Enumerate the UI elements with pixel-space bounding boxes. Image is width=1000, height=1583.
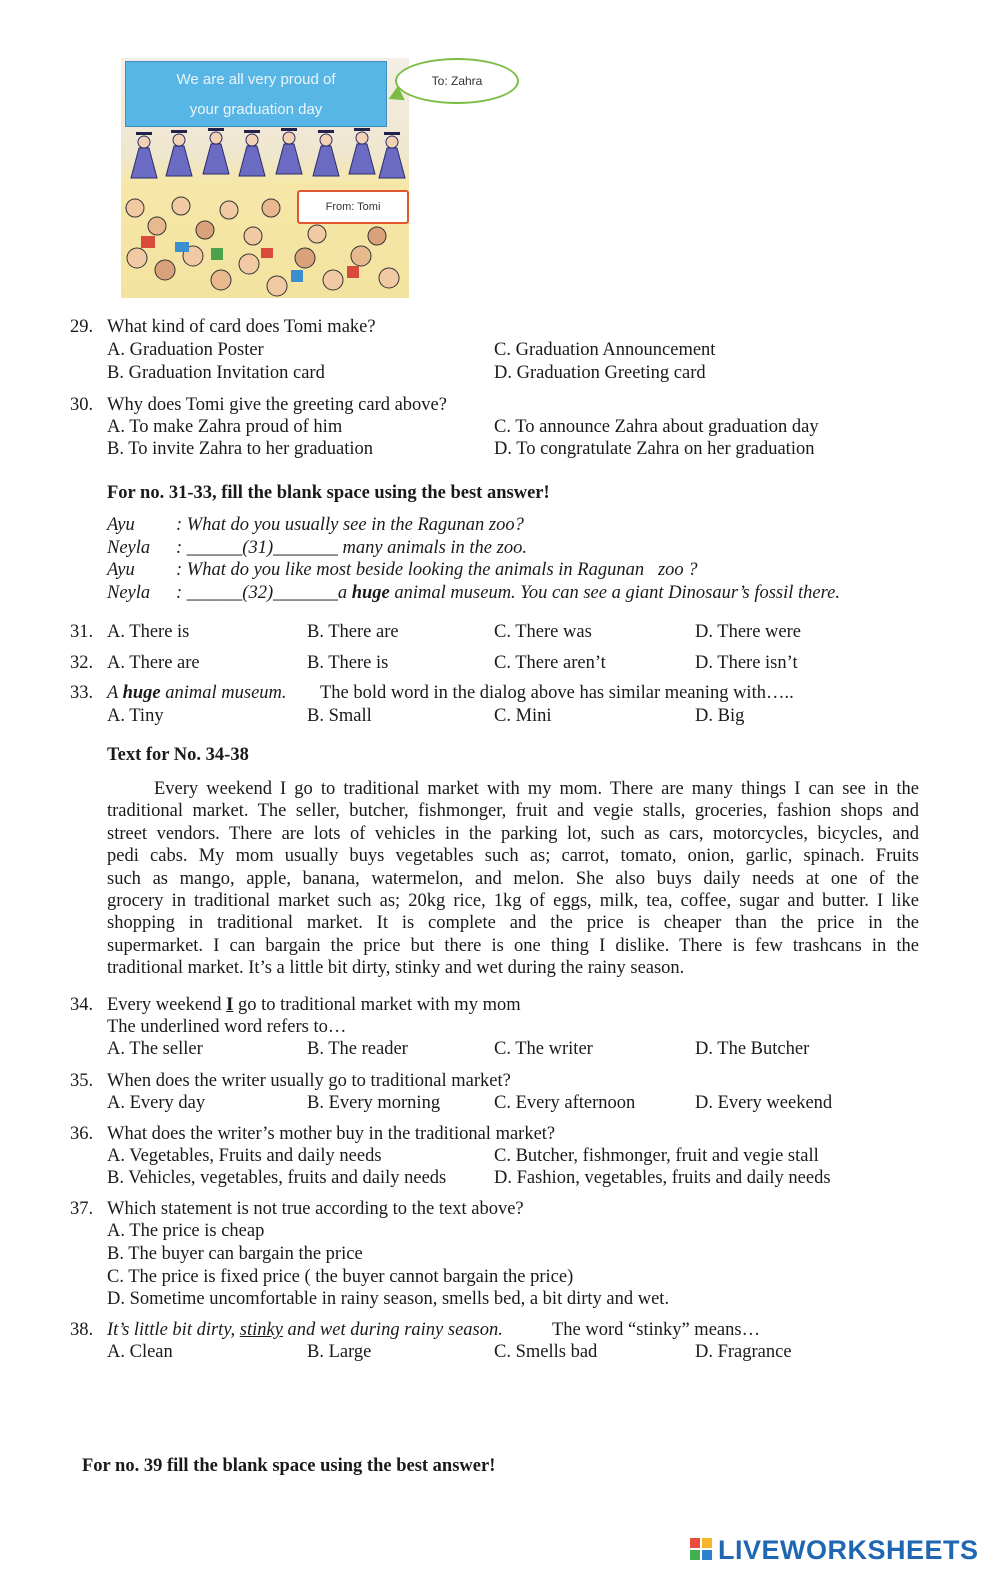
option-b: B. Vehicles, vegetables, fruits and daily needs (107, 1168, 447, 1188)
dialog-line: : What do you like most beside looking the animals in Ragunan zoo ? (176, 560, 698, 580)
underlined-word: I (226, 995, 234, 1015)
option-c: C. Mini (494, 706, 552, 726)
question-text (107, 994, 521, 1016)
graduation-card-illustration (121, 58, 409, 298)
question-text-part: Every weekend (107, 995, 227, 1015)
to-speech-bubble: To: Zahra (395, 58, 519, 104)
quote-part: animal museum. (160, 683, 287, 703)
option-a: A. Graduation Poster (107, 340, 264, 360)
option-b: B. The buyer can bargain the price (107, 1244, 363, 1264)
text-heading: Text for No. 34-38 (107, 745, 249, 765)
from-label: From: Tomi (297, 190, 409, 224)
logo-text: LIVEWORKSHEETS (718, 1534, 979, 1565)
option-c: C. There was (494, 622, 592, 642)
option-a: A. The seller (107, 1039, 203, 1059)
option-a: A. There are (107, 653, 200, 673)
dialog-speaker: Neyla (107, 583, 151, 603)
option-c: C. The writer (494, 1039, 593, 1059)
dialog-line-rest: many animals in the zoo. (342, 538, 527, 558)
banner-line-2: your graduation day (189, 101, 323, 118)
option-b: B. There are (307, 622, 399, 642)
option-a: A. Every day (107, 1093, 206, 1113)
question-number: 32. (70, 653, 94, 673)
passage-line: traditional market. It’s a little bit dirty, stinky and wet during the rainy season. (107, 958, 685, 979)
option-a: A. Tiny (107, 706, 164, 726)
option-d: D. Every weekend (695, 1093, 833, 1113)
question-number: 37. (70, 1199, 94, 1219)
question-text-part: go to traditional market with my mom (233, 995, 521, 1015)
question-number: 35. (70, 1071, 94, 1091)
option-a: A. Vegetables, Fruits and daily needs (107, 1146, 382, 1166)
option-c: C. Smells bad (494, 1342, 598, 1362)
question-number: 29. (70, 317, 94, 337)
question-text: The word “stinky” means… (552, 1320, 761, 1340)
passage-line: such as mango, apple, banana, watermelon, and melon. She also buys daily needs at one of the (107, 868, 919, 889)
option-b: B. To invite Zahra to her graduation (107, 439, 374, 459)
dialog-line (176, 537, 527, 559)
option-d: D. Fragrance (695, 1342, 792, 1362)
passage-line: shopping in traditional market. It is complete and the price is cheaper than the price in the (107, 913, 919, 934)
option-b: B. The reader (307, 1039, 408, 1059)
passage-line: street vendors. There are lots of vehicles in the parking lot, such as cars, motorcycles, bicycles, and (107, 823, 919, 844)
option-a: A. There is (107, 622, 190, 642)
question-number: 34. (70, 995, 94, 1015)
option-d: D. Sometime uncomfortable in rainy season, smells bed, a bit dirty and wet. (107, 1289, 670, 1309)
option-c: C. To announce Zahra about graduation day (494, 417, 819, 437)
option-b: B. Small (307, 706, 372, 726)
instruction-31-33: For no. 31-33, fill the blank space using the best answer! (107, 483, 550, 503)
passage-line: Every weekend I go to traditional market with my mom. There are many things I can see in the (154, 779, 919, 799)
reading-passage (107, 778, 919, 980)
passage-line: traditional market. The seller, butcher, fishmonger, fruit and vegie stalls, groceries, fashion shops and (107, 801, 919, 822)
graduates-crowd-drawing (121, 58, 409, 298)
dialog-speaker: Ayu (107, 560, 135, 580)
question-number: 31. (70, 622, 94, 642)
option-c: C. Butcher, fishmonger, fruit and vegie stall (494, 1146, 819, 1166)
option-d: D. Graduation Greeting card (494, 363, 706, 383)
dialog-line-rest: animal museum. You can see a giant Dinosaur’s fossil there. (389, 583, 840, 603)
question-number: 38. (70, 1320, 94, 1340)
option-c: C. The price is fixed price ( the buyer cannot bargain the price) (107, 1267, 574, 1287)
underlined-word: stinky (239, 1320, 283, 1340)
question-text: What does the writer’s mother buy in the traditional market? (107, 1124, 556, 1144)
option-c: C. Graduation Announcement (494, 340, 716, 360)
question-number: 36. (70, 1124, 94, 1144)
question-text: The bold word in the dialog above has similar meaning with….. (320, 683, 794, 703)
option-c: C. Every afternoon (494, 1093, 636, 1113)
option-b: B. Every morning (307, 1093, 441, 1113)
option-b: B. Graduation Invitation card (107, 363, 325, 383)
quote-part: and wet during rainy season. (282, 1320, 503, 1340)
option-a: A. Clean (107, 1342, 173, 1362)
dialog-line: : What do you usually see in the Ragunan zoo? (176, 515, 524, 535)
question-text: When does the writer usually go to traditional market? (107, 1071, 511, 1091)
question-text: Which statement is not true according to the text above? (107, 1199, 524, 1219)
question-number: 33. (70, 683, 94, 703)
option-d: D. The Butcher (695, 1039, 810, 1059)
quote-part: It’s little bit dirty, (107, 1320, 240, 1340)
option-d: D. There isn’t (695, 653, 798, 673)
liveworksheets-logo (690, 1533, 979, 1567)
quote-part: A (107, 683, 123, 703)
option-d: D. Big (695, 706, 745, 726)
option-d: D. There were (695, 622, 801, 642)
option-a: A. To make Zahra proud of him (107, 417, 343, 437)
bold-word-huge: huge (122, 683, 161, 703)
question-text-line2: The underlined word refers to… (107, 1017, 347, 1037)
dialog-speaker: Neyla (107, 538, 151, 558)
passage-line: pedi cabs. My mom usually buys vegetables such as; carrot, tomato, onion, garlic, spinach. Fruits (107, 846, 919, 867)
option-c: C. There aren’t (494, 653, 606, 673)
dialog-speaker: Ayu (107, 515, 135, 535)
question-quote (107, 682, 287, 704)
instruction-39: For no. 39 fill the blank space using the best answer! (82, 1456, 496, 1476)
passage-line: grocery in traditional market such as; 20kg rice, 1kg of eggs, milk, tea, coffee, sugar and butter. I like (107, 890, 919, 911)
option-d: D. Fashion, vegetables, fruits and daily needs (494, 1168, 831, 1188)
dialog-blank-32: : ______(32)_______a (176, 583, 352, 603)
question-quote (107, 1319, 503, 1341)
option-a: A. The price is cheap (107, 1221, 265, 1241)
option-b: B. Large (307, 1342, 372, 1362)
dialog-line (176, 582, 840, 604)
passage-line: supermarket. I can bargain the price but there is one thing I dislike. There is few trashcans in the (107, 935, 919, 956)
bold-word-huge: huge (351, 583, 390, 603)
dialog-blank-31: : ______(31)_______ (176, 538, 343, 558)
question-number: 30. (70, 395, 94, 415)
question-text: What kind of card does Tomi make? (107, 317, 376, 337)
option-b: B. There is (307, 653, 389, 673)
banner-line-1: We are all very proud of (176, 71, 336, 88)
option-d: D. To congratulate Zahra on her graduation (494, 439, 815, 459)
logo-grid-icon (690, 1538, 714, 1562)
question-text: Why does Tomi give the greeting card above? (107, 395, 447, 415)
